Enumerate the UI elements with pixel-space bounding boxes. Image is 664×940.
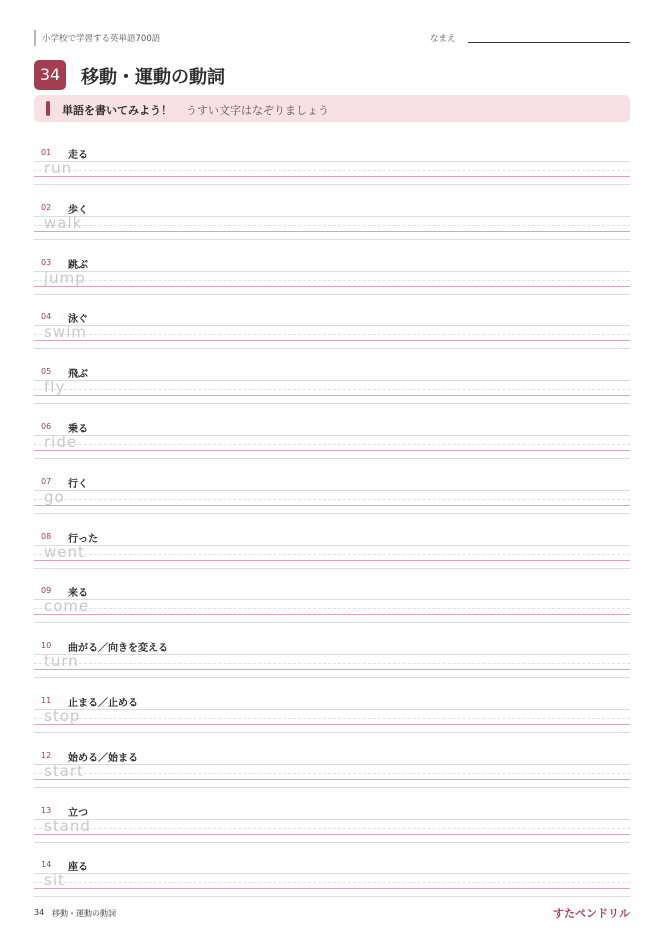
- writing-guide-line: [34, 709, 630, 710]
- word-row: [34, 636, 630, 686]
- series-title: 小学校で学習する英単語700語: [42, 34, 161, 44]
- writing-guide-line: [34, 334, 630, 335]
- word-number: 12: [41, 750, 52, 760]
- writing-guide-line: [34, 395, 630, 396]
- word-row: [34, 198, 630, 248]
- word-number: 03: [41, 257, 52, 267]
- word-row: [34, 855, 630, 905]
- writing-guide-line: [34, 170, 630, 171]
- writing-guide-line: [34, 828, 630, 829]
- writing-guide-line: [34, 225, 630, 226]
- writing-guide-line: [34, 599, 630, 600]
- word-number: 01: [41, 148, 52, 157]
- footer-page-number: 34: [34, 908, 45, 917]
- trace-word[interactable]: fly: [44, 378, 66, 397]
- name-label: なまえ: [430, 34, 456, 44]
- writing-guide-line: [34, 231, 630, 232]
- word-row: [34, 746, 630, 796]
- trace-word[interactable]: swim: [44, 323, 87, 342]
- word-number: 14: [41, 860, 52, 870]
- word-japanese: 乗る: [68, 424, 88, 435]
- writing-guide-line: [34, 216, 630, 217]
- word-japanese: 走る: [68, 150, 88, 161]
- writing-guide-line: [34, 764, 630, 765]
- word-japanese: 来る: [68, 588, 88, 600]
- writing-guide-line: [34, 842, 630, 843]
- trace-word[interactable]: sit: [44, 871, 65, 890]
- word-number: 07: [41, 476, 52, 486]
- writing-guide-line: [34, 568, 630, 569]
- writing-guide-line: [34, 505, 630, 506]
- trace-word[interactable]: walk: [44, 213, 83, 232]
- writing-guide-line: [34, 834, 630, 835]
- word-row: [34, 307, 630, 357]
- writing-guide-line: [34, 161, 630, 162]
- writing-guide-line: [34, 294, 630, 295]
- writing-guide-line: [34, 896, 630, 897]
- word-row: [34, 691, 630, 741]
- unit-number-badge: 34: [34, 60, 66, 90]
- writing-guide-line: [34, 499, 630, 500]
- writing-guide-line: [34, 340, 630, 341]
- writing-guide-line: [34, 176, 630, 177]
- writing-guide-line: [34, 873, 630, 874]
- word-row: [34, 253, 630, 303]
- trace-word[interactable]: come: [44, 597, 90, 616]
- instruction-lead: 単語を書いてみよう！: [62, 104, 172, 117]
- word-japanese: 歩く: [68, 204, 88, 216]
- writing-guide-line: [34, 614, 630, 615]
- trace-word[interactable]: start: [44, 761, 84, 780]
- trace-word[interactable]: turn: [44, 652, 79, 671]
- writing-guide-line: [34, 389, 630, 390]
- writing-guide-line: [34, 458, 630, 459]
- writing-guide-line: [34, 271, 630, 272]
- writing-guide-line: [34, 888, 630, 889]
- writing-guide-line: [34, 435, 630, 436]
- word-row: [34, 143, 630, 193]
- word-japanese: 始める／始まる: [68, 752, 138, 764]
- word-japanese: 座る: [68, 862, 88, 874]
- writing-guide-line: [34, 663, 630, 664]
- writing-guide-line: [34, 882, 630, 883]
- trace-word[interactable]: jump: [44, 268, 86, 287]
- word-row: [34, 581, 630, 631]
- trace-word[interactable]: stop: [44, 707, 81, 725]
- writing-guide-line: [34, 513, 630, 514]
- word-japanese: 泳ぐ: [68, 314, 88, 326]
- writing-guide-line: [34, 403, 630, 404]
- word-number: 10: [41, 641, 52, 651]
- writing-guide-line: [34, 732, 630, 733]
- word-row: [34, 362, 630, 412]
- writing-guide-line: [34, 554, 630, 555]
- writing-guide-line: [34, 669, 630, 670]
- word-number: 02: [41, 202, 52, 212]
- trace-word[interactable]: run: [44, 159, 73, 177]
- word-number: 05: [41, 367, 52, 377]
- footer-brand: すたペンドリル: [553, 907, 630, 920]
- writing-guide-line: [34, 239, 630, 240]
- word-japanese: 行った: [68, 533, 98, 545]
- writing-guide-line: [34, 608, 630, 609]
- writing-guide-line: [34, 280, 630, 281]
- writing-guide-line: [34, 779, 630, 780]
- trace-word[interactable]: ride: [44, 433, 78, 451]
- word-row: [34, 801, 630, 851]
- word-japanese: 跳ぶ: [68, 259, 88, 271]
- trace-word[interactable]: go: [44, 487, 65, 506]
- word-number: 08: [41, 531, 52, 541]
- writing-guide-line: [34, 787, 630, 788]
- footer-chapter: 移動・運動の動詞: [52, 909, 116, 918]
- writing-guide-line: [34, 622, 630, 623]
- word-japanese: 行く: [68, 478, 88, 490]
- writing-guide-line: [34, 444, 630, 445]
- writing-guide-line: [34, 348, 630, 349]
- word-number: 09: [41, 586, 52, 596]
- word-number: 13: [41, 805, 52, 815]
- word-row: [34, 527, 630, 577]
- word-number: 11: [41, 696, 52, 705]
- word-japanese: 止まる／止める: [68, 698, 138, 709]
- trace-word[interactable]: stand: [44, 816, 91, 835]
- writing-guide-line: [34, 819, 630, 820]
- writing-guide-line: [34, 773, 630, 774]
- footer: [34, 905, 630, 921]
- writing-guide-line: [34, 677, 630, 678]
- writing-guide-line: [34, 286, 630, 287]
- word-japanese: 飛ぶ: [68, 369, 88, 381]
- word-number: 06: [41, 422, 52, 431]
- trace-word[interactable]: went: [44, 542, 85, 561]
- writing-guide-line: [34, 490, 630, 491]
- writing-guide-line: [34, 545, 630, 546]
- page-title: 移動・運動の動詞: [81, 67, 225, 88]
- word-row: [34, 417, 630, 467]
- writing-guide-line: [34, 560, 630, 561]
- word-number: 04: [41, 312, 52, 322]
- writing-guide-line: [34, 450, 630, 451]
- writing-guide-line: [34, 654, 630, 655]
- word-japanese: 曲がる／向きを変える: [68, 643, 168, 655]
- writing-guide-line: [34, 325, 630, 326]
- instruction-sub: うすい文字はなぞりましょう: [186, 104, 329, 117]
- word-japanese: 立つ: [68, 807, 88, 819]
- word-row: [34, 472, 630, 522]
- writing-guide-line: [34, 718, 630, 719]
- writing-guide-line: [34, 184, 630, 185]
- writing-guide-line: [34, 724, 630, 725]
- writing-guide-line: [34, 380, 630, 381]
